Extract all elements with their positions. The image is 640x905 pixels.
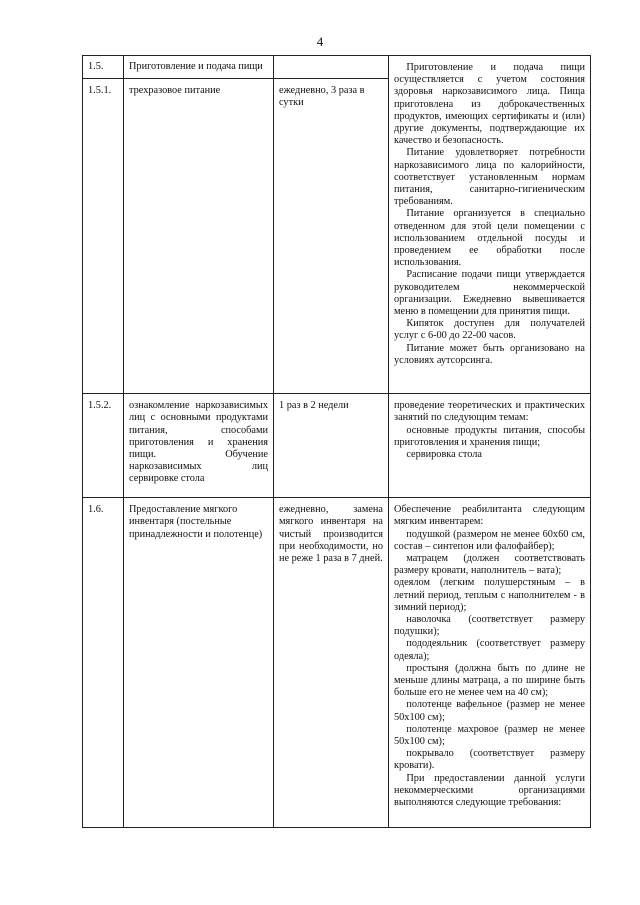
service-description: [389, 394, 591, 498]
description-paragraph: сервировка стола: [406, 449, 482, 461]
service-frequency: [274, 56, 389, 79]
description-paragraph: основные продукты питания, способы приготовления и хранения пищи;: [394, 424, 585, 448]
description-paragraph: подушкой (размером не менее 60х60 см, состав – синтепон или фалофайбер);: [394, 528, 585, 552]
page-number: 4: [316, 34, 324, 49]
description-paragraph: Питание удовлетворяет потребности наркозависимого лица по калорийности, соответствует установленным нормам питания, санитарно-гигиеническим требованиям.: [394, 147, 585, 208]
service-name: Предоставление мягкого инвентаря (постельные принадлежности и полотенце): [124, 498, 274, 828]
service-description: [389, 56, 591, 394]
row-number: 1.5.2.: [83, 394, 124, 498]
description-paragraph: Питание может быть организовано на условиях аутсорсинга.: [394, 342, 585, 366]
service-frequency: 1 раз в 2 недели: [274, 394, 389, 498]
description-paragraph: проведение теоретических и практических занятий по следующим темам:: [394, 400, 585, 424]
row-number: 1.6.: [83, 498, 124, 828]
description-paragraph: При предоставлении данной услуги некоммерческими организациями выполняются следующие требования:: [394, 772, 585, 809]
description-paragraph: полотенце вафельное (размер не менее 50х100 см);: [394, 699, 585, 723]
service-frequency: ежедневно, замена мягкого инвентаря на чистый производится при необходимости, но не реже 1 раза в 7 дней.: [274, 498, 389, 828]
service-name: Приготовление и подача пищи: [124, 56, 274, 79]
table-row-1-6: [83, 498, 591, 828]
description-paragraph: матрацем (должен соответствовать размеру кровати, наполнитель – вата);: [394, 553, 585, 577]
service-description: [389, 498, 591, 828]
row-number: 1.5.1.: [83, 79, 124, 394]
description-paragraph: Обеспечение реабилитанта следующим мягким инвентарем:: [394, 504, 585, 528]
description-paragraph: полотенце махровое (размер не менее 50х100 см);: [394, 723, 585, 748]
table-row-1-5: [83, 56, 591, 79]
table-row-1-5-2: [83, 394, 591, 498]
description-paragraph: Питание организуется в специально отведенном для этой цели помещении с использованием отдельной посуды и проведением ее обработки после использования.: [394, 208, 585, 269]
description-paragraph: Приготовление и подача пищи осуществляется с учетом состояния здоровья наркозависимого лица. Пища приготовлена из доброкачественных продуктов, имеющих сертификаты и (или) другие документы, подтверждающие их качество и безопасность.: [394, 62, 585, 147]
description-paragraph: покрывало (соответствует размеру кровати).: [394, 748, 585, 772]
description-paragraph: Кипяток доступен для получателей услуг с 6-00 до 22-00 часов.: [394, 318, 585, 342]
services-table: [82, 55, 591, 828]
description-paragraph: Расписание подачи пищи утверждается руководителем некоммерческой организации. Ежедневно вывешивается меню в помещении для принятия пищи.: [394, 269, 585, 318]
row-number: 1.5.: [83, 56, 124, 79]
service-name: трехразовое питание: [124, 79, 274, 394]
description-paragraph: простыня (должна быть по длине не меньше длины матраца, а по ширине быть больше его не менее чем на 40 см);: [394, 662, 585, 699]
service-frequency: ежедневно, 3 раза в сутки: [274, 79, 389, 394]
service-name: ознакомление наркозависимых лиц с основными продуктами питания, способами приготовления и хранения пищи. Обучение наркозависимых лиц сервировке стола: [124, 394, 274, 498]
description-paragraph: одеялом (легким полушерстяным – в летний период, теплым с наполнителем - в зимний период);: [394, 577, 585, 613]
description-paragraph: пододеяльник (соответствует размеру одеяла);: [394, 638, 585, 662]
description-paragraph: наволочка (соответствует размеру подушки);: [394, 614, 585, 638]
